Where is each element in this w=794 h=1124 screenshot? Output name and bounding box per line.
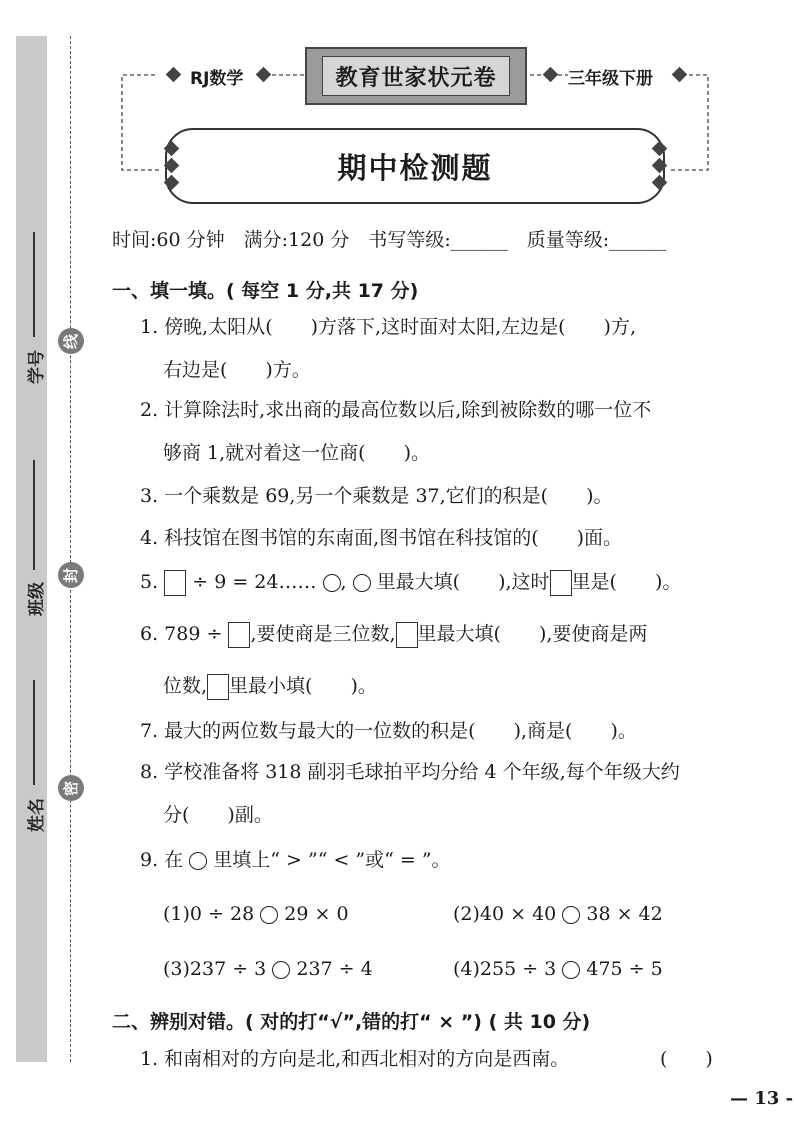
section-1-heading: 一、填一填。( 每空 1 分,共 17 分) [112,280,419,302]
question-8-line2: 分( )副。 [163,804,273,826]
question-4: 4. 科技馆在图书馆的东南面,图书馆在科技馆的( )面。 [140,527,623,549]
question-6-line1: 6. 789 ÷ ,要使商是三位数, 里最大填( ),要使商是两 [140,622,647,648]
student-id-line [33,232,35,337]
page-number: — 13 - [730,1088,794,1109]
judge-question-1: 1. 和南相对的方向是北,和西北相对的方向是西南。 [140,1048,570,1070]
name-label: 姓名 [27,798,47,832]
question-7: 7. 最大的两位数与最大的一位数的积是( ),商是( )。 [140,720,637,742]
question-2-line1: 2. 计算除法时,求出商的最高位数以后,除到被除数的哪一位不 [140,399,652,421]
compare-2: (2)40 × 40 38 × 42 [453,903,663,925]
class-line [33,460,35,570]
answer-circle [260,906,278,924]
compare-4: (4)255 ÷ 3 475 ÷ 5 [453,958,663,980]
answer-circle [272,961,290,979]
page-title: 期中检测题 [337,150,493,185]
answer-circle [323,574,341,592]
answer-box [550,570,572,596]
compare-3: (3)237 ÷ 3 237 ÷ 4 [163,958,373,980]
answer-box [228,622,250,648]
exam-info: 时间:60 分钟 满分:120 分 书写等级:______ 质量等级:______ [112,229,667,251]
series-scroll [305,47,527,105]
answer-circle [562,906,580,924]
seal-xian: 线 [58,328,84,354]
seal-feng: 封 [58,562,84,588]
question-8-line1: 8. 学校准备将 318 副羽毛球拍平均分给 4 个年级,每个年级大约 [140,761,680,783]
student-id-label: 学号 [27,350,47,384]
answer-circle [189,852,207,870]
answer-box [396,622,418,648]
question-3: 3. 一个乘数是 69,另一个乘数是 37,它们的积是( )。 [140,485,613,507]
question-9: 9. 在 里填上“ > ”“ < ”或“ = ”。 [140,849,451,871]
series-title: 教育世家状元卷 [322,56,510,96]
question-2-line2: 够商 1,就对着这一位商( )。 [163,442,430,464]
question-1-line1: 1. 傍晚,太阳从( )方落下,这时面对太阳,左边是( )方, [140,316,636,338]
title-banner [165,128,665,204]
question-6-line2: 位数, 里最小填( )。 [163,674,377,700]
seal-mi: 密 [58,775,84,801]
compare-1: (1)0 ÷ 28 29 × 0 [163,903,349,925]
answer-box [207,674,229,700]
cut-line [70,36,71,1062]
answer-circle [353,574,371,592]
judge-answer-paren: ( ) [660,1048,713,1070]
grade-tag: 三年级下册 [568,69,653,89]
answer-box [164,570,186,596]
name-line [33,680,35,785]
section-2-heading: 二、辨别对错。( 对的打“√”,错的打“ × ”) ( 共 10 分) [112,1011,591,1033]
class-label: 班级 [27,582,47,616]
answer-circle [562,961,580,979]
question-5: 5. ÷ 9 = 24…… , 里最大填( ),这时 里是( )。 [140,570,681,596]
question-1-line2: 右边是( )方。 [163,359,311,381]
binding-strip [16,36,47,1062]
subject-tag: RJ数学 [190,69,244,89]
